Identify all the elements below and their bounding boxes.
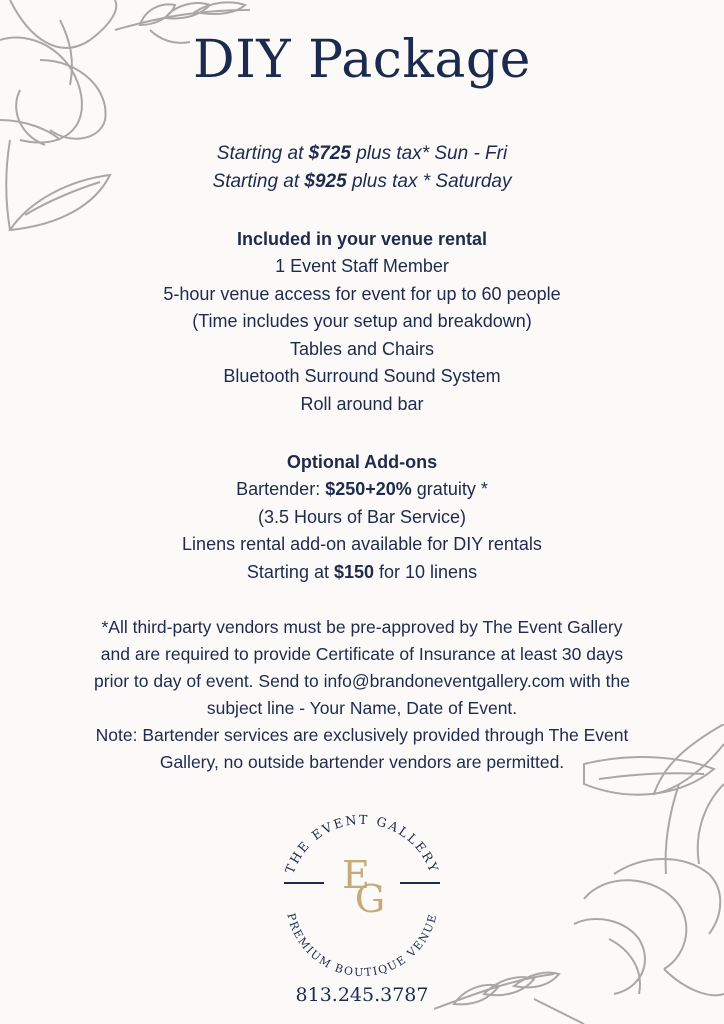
addon-bartender xyxy=(0,476,724,504)
page-title: DIY Package xyxy=(193,30,531,90)
included-section xyxy=(0,225,724,418)
vendor-notes xyxy=(22,614,702,776)
notes-line: and are required to provide Certificate of Insurance at least 30 days xyxy=(100,644,624,664)
phone-number: 813.245.3787 xyxy=(295,984,429,1006)
addons-heading: Optional Add-ons xyxy=(286,452,438,472)
included-item: (Time includes your setup and breakdown) xyxy=(192,311,532,331)
notes-line: subject line - Your Name, Date of Event. xyxy=(206,698,518,718)
pricing-weekday-price: $725 xyxy=(308,143,351,164)
included-item: Bluetooth Surround Sound System xyxy=(223,366,501,386)
pricing-section xyxy=(0,140,724,196)
addon-bartender-price: $250+20% xyxy=(325,479,412,499)
pricing-saturday xyxy=(0,168,724,196)
notes-line: prior to day of event. Send to info@brandoneventgallery.com with the xyxy=(94,671,630,691)
pricing-weekday xyxy=(0,140,724,168)
addon-linens-suffix: for 10 linens xyxy=(374,561,478,582)
notes-line: *All third-party vendors must be pre-approved by The Event Gallery xyxy=(101,617,623,637)
addon-linens-prefix: Starting at xyxy=(246,561,334,582)
notes-line: Note: Bartender services are exclusively provided through The Event xyxy=(95,725,629,745)
logo-bottom-text: PREMIUM BOUTIQUE VENUE xyxy=(284,911,440,980)
addon-bartender-suffix: gratuity * xyxy=(411,479,488,499)
pricing-saturday-prefix: Starting at xyxy=(212,171,305,192)
logo-monogram-e: E xyxy=(342,853,370,897)
notes-line: Gallery, no outside bartender vendors are permitted. xyxy=(159,752,565,772)
included-item: Tables and Chairs xyxy=(289,338,435,359)
included-heading: Included in your venue rental xyxy=(236,229,488,249)
pricing-weekday-suffix: plus tax* Sun - Fri xyxy=(350,143,508,164)
logo-top-text: THE EVENT GALLERY xyxy=(281,811,443,876)
included-item: 5-hour venue access for event for up to 60 people xyxy=(163,283,561,304)
logo-monogram-g: G xyxy=(354,877,386,921)
addon-bar-service: (3.5 Hours of Bar Service) xyxy=(257,506,467,527)
addon-linens-amount: $150 xyxy=(333,561,375,582)
addons-section xyxy=(0,448,724,586)
event-gallery-logo xyxy=(262,808,462,980)
pricing-weekday-prefix: Starting at xyxy=(216,143,309,164)
addon-linens: Linens rental add-on available for DIY rentals xyxy=(182,534,542,554)
addon-bartender-prefix: Bartender: xyxy=(236,479,326,499)
addon-linens-price xyxy=(0,559,724,587)
pricing-saturday-price: $925 xyxy=(304,171,347,192)
included-item: 1 Event Staff Member xyxy=(275,256,449,276)
pricing-saturday-suffix: plus tax * Saturday xyxy=(346,171,512,192)
included-item: Roll around bar xyxy=(300,393,424,414)
